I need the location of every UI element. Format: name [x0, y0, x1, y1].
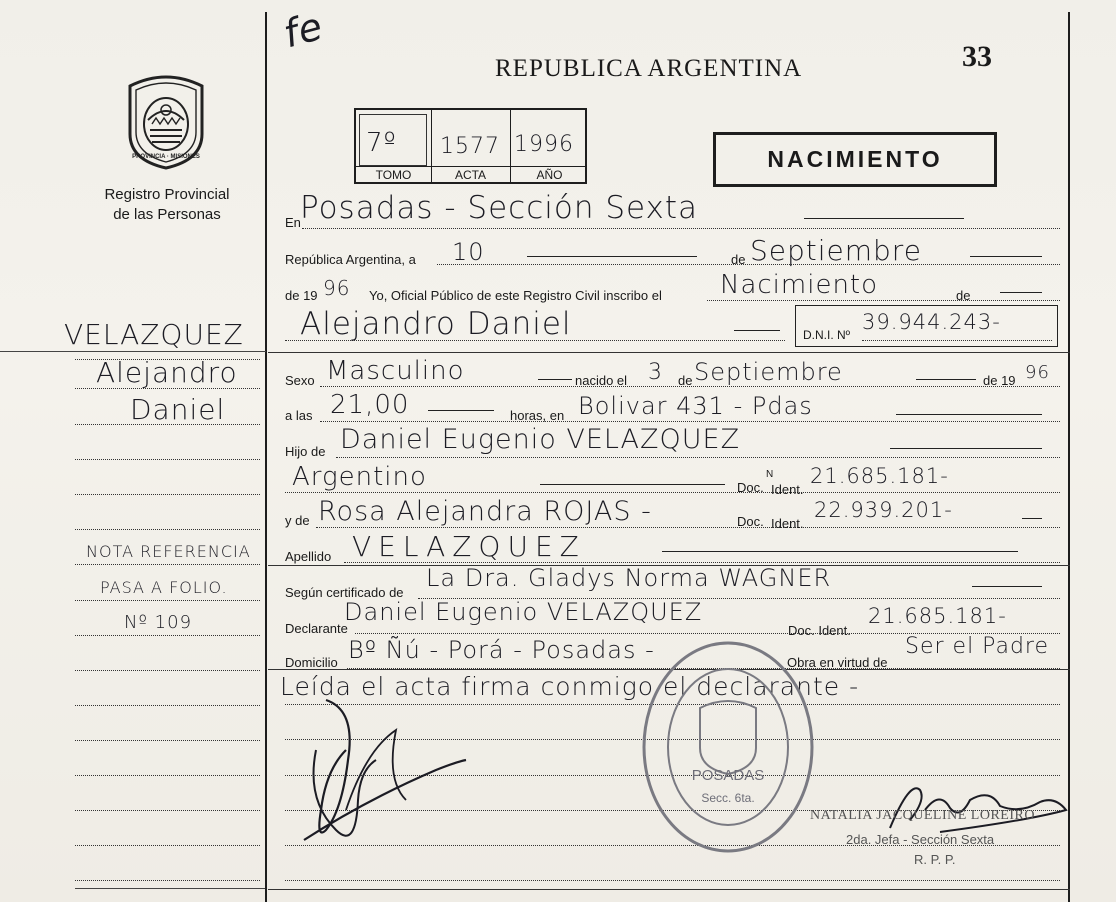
closing-text: Leída el acta firma conmigo el declarante -: [280, 672, 860, 701]
mother-doc-label: Doc.: [737, 514, 764, 529]
column-divider: [265, 12, 267, 902]
official-stamp-icon: [638, 638, 818, 856]
margin-note-3: Nº 109: [124, 612, 193, 633]
field-line: [285, 492, 1060, 493]
place-value: Posadas - Sección Sexta: [300, 190, 699, 226]
record-box: [354, 108, 587, 184]
mother-doc-value: 22.939.201-: [814, 498, 953, 522]
filler-line: [1022, 518, 1042, 519]
page-number: 33: [962, 40, 992, 73]
field-line: [437, 264, 1060, 265]
province-seal-icon: [122, 72, 210, 170]
margin-line: [75, 494, 260, 495]
margin-line: [75, 529, 260, 530]
birth-place-value: Bolivar 431 - Pdas: [578, 392, 813, 420]
blank-line: [285, 880, 1060, 881]
nacido-label: nacido el: [575, 373, 628, 388]
filler-line: [890, 448, 1042, 449]
declarant-doc-value: 21.685.181-: [868, 604, 1007, 628]
segun-label: Según certificado de: [285, 585, 404, 600]
form-bottom-rule: [268, 889, 1070, 890]
father-doc-value: 21.685.181-: [810, 464, 949, 488]
father-doc-label: Doc.: [737, 480, 764, 495]
filler-line: [970, 256, 1042, 257]
svg-text:POSADAS: POSADAS: [691, 767, 765, 784]
filler-line: [916, 379, 976, 380]
domicile-value: Bº Ñú - Porá - Posadas -: [348, 636, 655, 664]
filler-line: [1000, 292, 1042, 293]
filler-line: [527, 256, 697, 257]
country-title: REPUBLICA ARGENTINA: [495, 55, 803, 82]
declarant-value: Daniel Eugenio VELAZQUEZ: [344, 598, 703, 626]
margin-line: [75, 670, 260, 671]
event-value: Nacimiento: [720, 270, 879, 300]
margin-bottom-rule: [75, 888, 265, 889]
hijo-label: Hijo de: [285, 444, 326, 459]
margin-line: [75, 705, 260, 706]
anio-value: 1996: [514, 132, 574, 157]
margin-line: [75, 845, 260, 846]
acta-label: ACTA: [454, 168, 487, 182]
right-border: [1068, 12, 1070, 902]
arrow-mark: [428, 410, 494, 411]
margin-line: [75, 880, 260, 881]
svg-text:PROVINCIA · MISIONES: PROVINCIA · MISIONES: [132, 154, 200, 160]
margin-line: [75, 740, 260, 741]
filler-line: [804, 218, 964, 219]
filler-line: [972, 586, 1042, 587]
doc-type-box: [713, 132, 997, 187]
margin-given-name-1: Alejandro: [96, 356, 238, 389]
sexo-label: Sexo: [285, 373, 315, 388]
margin-line: [75, 600, 260, 601]
acta-value: 1577: [440, 134, 500, 159]
svg-text:Secc. 6ta.: Secc. 6ta.: [701, 791, 755, 805]
form-rule: [268, 352, 1070, 353]
margin-note-1: NOTA REFERENCIA: [86, 542, 251, 561]
de-label-3: de: [678, 373, 693, 388]
republica-label: República Argentina, a: [285, 252, 416, 267]
corner-mark: fe: [278, 3, 328, 57]
field-line: [320, 421, 1060, 422]
domicilio-label: Domicilio: [285, 655, 338, 670]
obra-label: Obra en virtud de: [787, 655, 888, 670]
official-name: NATALIA JACQUELINE LOREIRO: [810, 808, 1035, 823]
month-value: Septiembre: [750, 234, 922, 267]
official-title: 2da. Jefa - Sección Sexta: [846, 832, 995, 847]
day-value: 10: [452, 238, 485, 266]
filler-line: [896, 414, 1042, 415]
filler-line: [538, 379, 572, 380]
name-value: Alejandro Daniel: [300, 306, 572, 342]
birth-month-value: Septiembre: [694, 358, 843, 386]
tomo-label: TOMO: [375, 168, 412, 182]
yo-label: Yo, Oficial Público de este Registro Civil inscribo el: [369, 288, 662, 303]
official-rpp: R. P. P.: [914, 852, 956, 867]
de-label-1: de: [731, 252, 746, 267]
margin-line: [75, 810, 260, 811]
margin-given-name-2: Daniel: [130, 393, 226, 426]
margin-note-2: PASA A FOLIO.: [100, 578, 228, 597]
sex-value: Masculino: [326, 356, 465, 386]
father-nationality: Argentino: [292, 462, 427, 492]
registry-name-line1: Registro Provincial: [104, 186, 230, 203]
dni-value: 39.944.243-: [862, 310, 1001, 334]
field-line: [862, 340, 1052, 341]
filler-line: [662, 551, 1018, 552]
tomo-value: 7º: [366, 128, 397, 158]
father-doc-n: N: [766, 469, 774, 480]
horas-label: horas, en: [510, 408, 565, 423]
yde-label: y de: [285, 513, 310, 528]
registry-name-line2: de las Personas: [113, 206, 221, 223]
obra-value: Ser el Padre: [905, 634, 1049, 659]
certifier-value: La Dra. Gladys Norma WAGNER: [426, 564, 832, 592]
declarant-signature-icon: [286, 690, 476, 860]
father-ident-label: Ident.: [771, 482, 804, 497]
official-signature-icon: [880, 770, 1070, 840]
hour-value: 21,00: [330, 390, 410, 420]
doc-type-label: NACIMIENTO: [767, 146, 943, 172]
en-label: En: [285, 215, 301, 230]
alas-label: a las: [285, 408, 313, 423]
filler-line: [734, 330, 780, 331]
de19b-label: de 19: [983, 373, 1016, 388]
declarante-label: Declarante: [285, 621, 348, 636]
mother-value: Rosa Alejandra ROJAS -: [318, 496, 652, 527]
margin-surname: VELAZQUEZ: [64, 318, 244, 351]
margin-line: [75, 635, 260, 636]
birth-day-value: 3: [648, 360, 663, 385]
father-value: Daniel Eugenio VELAZQUEZ: [340, 424, 741, 455]
anio-label: AÑO: [536, 168, 563, 182]
margin-line: [75, 775, 260, 776]
field-line: [316, 527, 1060, 528]
margin-top-rule: [0, 351, 266, 352]
birth-year-value: 96: [1025, 362, 1050, 383]
declarant-doc-label: Doc. Ident.: [788, 623, 851, 638]
field-line: [707, 300, 1060, 301]
field-line: [302, 228, 1060, 229]
year-value: 96: [323, 276, 351, 300]
margin-line: [75, 564, 260, 565]
margin-line: [75, 459, 260, 460]
apellido-label: Apellido: [285, 549, 332, 564]
surname-value: VELAZQUEZ: [352, 530, 586, 563]
de19-label: de 19: [285, 288, 318, 303]
dni-label: D.N.I. Nº: [803, 328, 851, 342]
field-line: [336, 457, 1060, 458]
mother-ident-label: Ident.: [771, 516, 804, 531]
de-label-2: de: [956, 288, 971, 303]
filler-line: [540, 484, 725, 485]
